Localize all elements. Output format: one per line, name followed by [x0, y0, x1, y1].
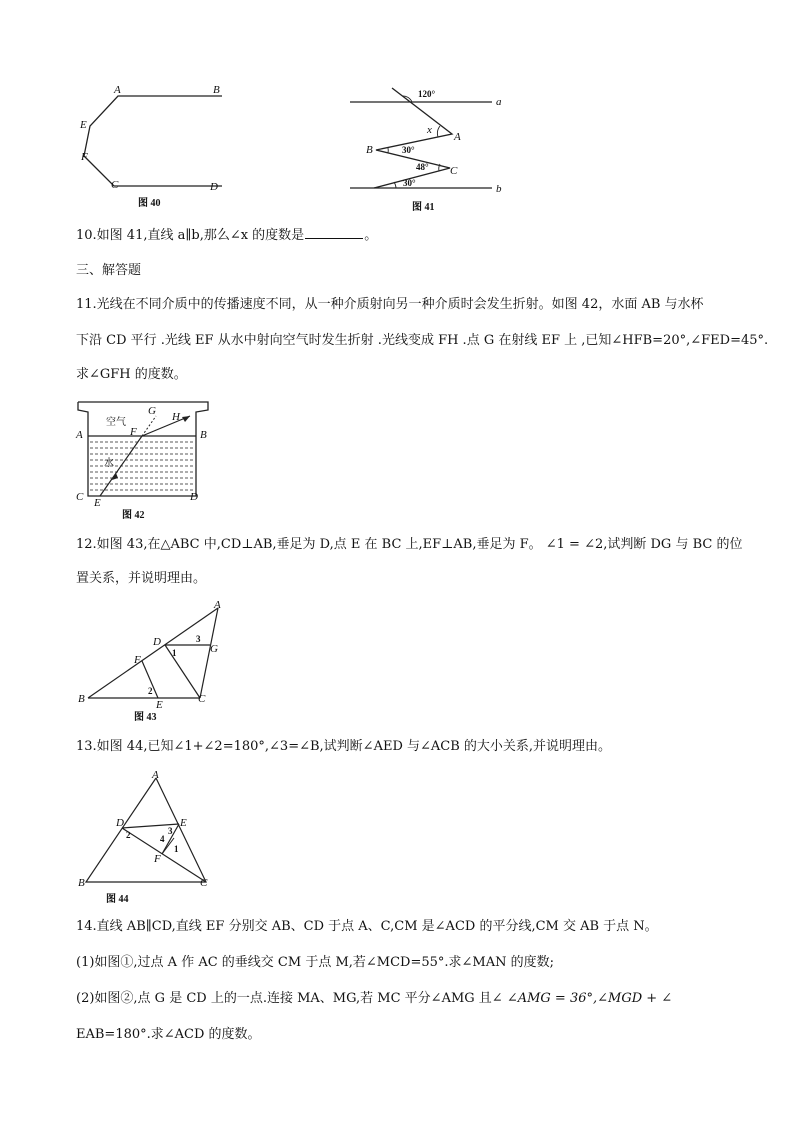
label-B: B: [78, 877, 85, 889]
figure-41: [340, 82, 520, 214]
q11-text-2: 下沿 CD 平行 .光线 EF 从水中射向空气时发生折射 .光线变成 FH .点 G 在射线 EF 上 ,已知∠HFB=20°,∠FED=45°.: [76, 333, 769, 348]
label-F: F: [81, 151, 88, 163]
question-14-line-1: [0, 918, 794, 936]
label-x: x: [427, 124, 432, 136]
label-F: F: [130, 426, 137, 438]
label-D: D: [210, 181, 218, 193]
q11-text-1: 11.光线在不同介质中的传播速度不同，从一种介质射向另一种介质时会发生折射。如图 42，水面 AB 与水杯: [76, 297, 704, 312]
label-B: B: [213, 84, 220, 96]
question-11-line-1: [0, 296, 794, 314]
q14-text-2: (1)如图①,过点 A 作 AC 的垂线交 CM 于点 M,若∠MCD=55°.求∠MAN 的度数;: [76, 955, 555, 970]
label-3: 3: [168, 826, 173, 836]
figure-44-caption: 图 44: [106, 894, 129, 905]
question-10: [0, 226, 794, 245]
figure-40-caption: 图 40: [138, 198, 161, 209]
q13-text: 13.如图 44,已知∠1+∠2=180°,∠3=∠B,试判断∠AED 与∠ACB 的大小关系,并说明理由。: [76, 739, 612, 754]
figure-40: [72, 82, 242, 212]
section-title-text: 三、解答题: [76, 263, 142, 278]
angle-120: 120°: [418, 89, 436, 99]
label-2: 2: [126, 830, 131, 840]
angle-30-bottom: 30°: [403, 178, 416, 188]
question-14-line-3: [0, 990, 794, 1008]
label-2: 2: [148, 686, 153, 696]
label-C: C: [76, 491, 84, 503]
label-F: F: [154, 853, 161, 865]
figure-41-caption: 图 41: [412, 202, 435, 213]
label-B: B: [200, 429, 207, 441]
question-11-line-3: [0, 366, 794, 384]
q14-math-expression: ∠AMG = 36°,∠MGD + ∠: [506, 991, 673, 1006]
label-D: D: [116, 817, 124, 829]
label-A: A: [454, 131, 461, 143]
angle-30-b: 30°: [402, 145, 415, 155]
label-3: 3: [196, 634, 201, 644]
label-air: 空气: [106, 417, 126, 428]
figure-43: [76, 598, 236, 724]
q11-text-3: 求∠GFH 的度数。: [76, 367, 187, 382]
q10-answer-blank[interactable]: [305, 226, 363, 239]
label-4: 4: [160, 834, 165, 844]
label-A: A: [152, 769, 159, 781]
label-A: A: [76, 429, 83, 441]
figure-43-caption: 图 43: [134, 712, 157, 723]
label-water: 水: [104, 458, 114, 469]
label-F: F: [134, 654, 141, 666]
label-A: A: [114, 84, 121, 96]
label-C: C: [198, 693, 206, 705]
label-H: H: [172, 411, 180, 423]
label-D: D: [153, 636, 161, 648]
figure-44: [76, 769, 226, 908]
question-11-line-2: [0, 332, 794, 350]
figure-42: [72, 398, 212, 522]
label-A: A: [214, 599, 221, 611]
question-12-line-2: [0, 570, 794, 588]
label-b: b: [496, 183, 502, 195]
figure-42-caption: 图 42: [122, 510, 145, 521]
q10-text: 10.如图 41,直线 a∥b,那么∠x 的度数是: [76, 228, 305, 243]
label-B: B: [78, 693, 85, 705]
question-13: [0, 738, 794, 756]
question-12-line-1: [0, 536, 794, 554]
label-E: E: [80, 119, 87, 131]
q12-text-1: 12.如图 43,在△ABC 中,CD⊥AB,垂足为 D,点 E 在 BC 上,EF⊥AB,垂足为 F。 ∠1 = ∠2,试判断 DG 与 BC 的位: [76, 537, 743, 552]
label-G: G: [210, 643, 218, 655]
section-title: [0, 262, 794, 280]
q14-text-4: EAB=180°.求∠ACD 的度数。: [76, 1027, 261, 1042]
label-E: E: [156, 699, 163, 711]
label-E: E: [94, 497, 101, 509]
label-C: C: [200, 877, 208, 889]
q14-text-1: 14.直线 AB∥CD,直线 EF 分别交 AB、CD 于点 A、C,CM 是∠ACD 的平分线,CM 交 AB 于点 N。: [76, 919, 658, 934]
label-E: E: [180, 817, 187, 829]
angle-48: 48°: [416, 162, 429, 172]
label-C: C: [111, 179, 119, 191]
label-1: 1: [174, 844, 179, 854]
q14-text-3: (2)如图②,点 G 是 CD 上的一点.连接 MA、MG,若 MC 平分∠AMG 且∠: [76, 991, 507, 1006]
question-14-line-2: [0, 954, 794, 972]
label-1: 1: [172, 648, 177, 658]
label-C: C: [450, 165, 458, 177]
q10-end: 。: [364, 228, 378, 243]
label-a: a: [496, 96, 502, 108]
q12-text-2: 置关系，并说明理由。: [76, 571, 207, 586]
label-D: D: [190, 491, 198, 503]
label-B: B: [366, 144, 373, 156]
label-G: G: [148, 405, 156, 417]
question-14-line-4: [0, 1026, 794, 1044]
